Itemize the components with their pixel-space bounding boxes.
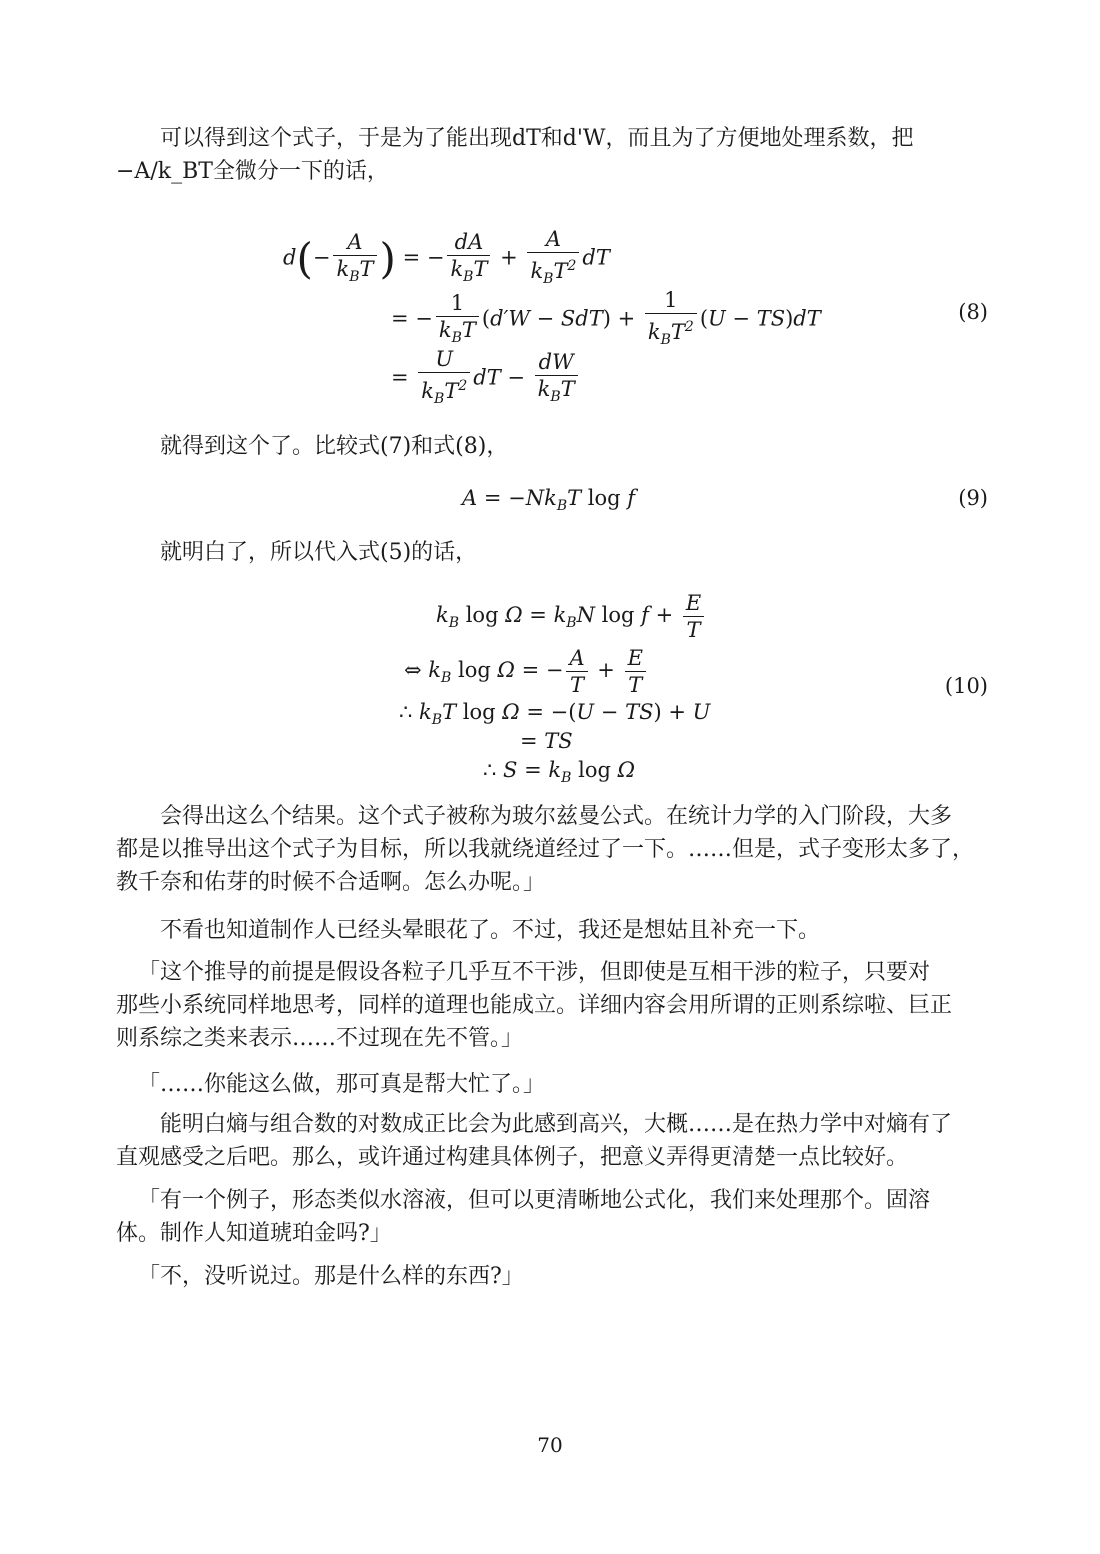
paragraph-line: 「不，没听说过。那是什么样的东西?」 [138,1264,524,1289]
equation-10-line-3: ∴ $k_BT$ log Ω = −(U − TS) + U [399,700,711,729]
paragraph-line: 「有一个例子，形态类似水溶液，但可以更清晰地公式化，我们来处理那个。固溶 [138,1188,931,1213]
dialogue-paragraph [116,1260,988,1293]
page-number: 70 [537,1433,563,1457]
paragraph-intro [116,122,988,188]
paragraph-line: 都是以推导出这个式子为目标，所以我就绕道经过了一下。……但是，式子变形太多了， [116,837,975,862]
paragraph-line: 「这个推导的前提是假设各粒子几乎互不干涉，但即使是互相干涉的粒子，只要对 [138,960,931,985]
paragraph-line: 就得到这个了。比较式(7)和式(8)， [160,434,509,459]
paragraph-line: 「……你能这么做，那可真是帮大忙了。」 [138,1072,546,1097]
dialogue-paragraph [116,1184,988,1250]
paragraph-line: 就明白了，所以代入式(5)的话， [160,540,478,565]
paragraph [116,914,988,947]
paragraph-line: 则系综之类来表示……不过现在先不管。」 [116,1026,524,1051]
dialogue-paragraph [116,956,988,1055]
equation-10-line-5: ∴ $S = k_B$ log Ω [483,758,635,787]
paragraph-line: 会得出这么个结果。这个式子被称为玻尔兹曼公式。在统计力学的入门阶段，大多 [160,804,953,829]
equation-8-line-1: d(− $\frac{A}{k_BT}$ ) = − $\frac{dA}{k_BT}$ + $\frac{A}{k_BT^2}$ dT [283,227,610,288]
equation-10-line-1: $k_B$ $\log \Omega = k_BN$ log f + $\frac{E}{T}$ [436,590,707,643]
equation-number: (10) [944,674,988,698]
paragraph-line: 那些小系统同样地思考，同样的道理也能成立。详细内容会用所谓的正则系综啦、巨正 [116,993,953,1018]
equation-10-line-4: = TS [520,729,573,753]
equation-8-line-3: = $\frac{U}{k_BT^2}$ dT − $\frac{dW}{k_BT}$ [391,346,581,412]
equation-10-line-2: ⇔ $k_B$ log Ω = − $\frac{A}{T}$ + $\frac{E}{T}$ [404,645,649,698]
equation-8-line-2: = − $\frac{1}{k_BT}$ (d′W − SdT) + $\frac{1}{k_BT^2}$ (U − TS)dT [391,288,821,349]
paragraph-line: 可以得到这个式子，于是为了能出现dT和d'W，而且为了方便地处理系数，把 [160,126,914,151]
equation-9: $A = -Nk_BT$ log f [462,486,636,515]
paragraph-line: −A/k_BT全微分一下的话， [116,159,389,184]
paragraph-line: 教千奈和佑芽的时候不合适啊。怎么办呢。」 [116,870,546,895]
paragraph [116,430,988,463]
paragraph-line: 能明白熵与组合数的对数成正比会为此感到高兴，大概……是在热力学中对熵有了 [160,1112,953,1137]
paragraph-line: 体。制作人知道琥珀金吗?」 [116,1221,392,1246]
paragraph-line: 直观感受之后吧。那么，或许通过构建具体例子，把意义弄得更清楚一点比较好。 [116,1145,909,1170]
paragraph [116,1108,988,1174]
paragraph-line: 不看也知道制作人已经头晕眼花了。不过，我还是想姑且补充一下。 [160,918,821,943]
dialogue-paragraph [116,1068,988,1101]
paragraph [116,800,988,899]
equation-number: (9) [958,486,988,510]
paragraph [116,536,988,569]
equation-number: (8) [958,300,988,324]
